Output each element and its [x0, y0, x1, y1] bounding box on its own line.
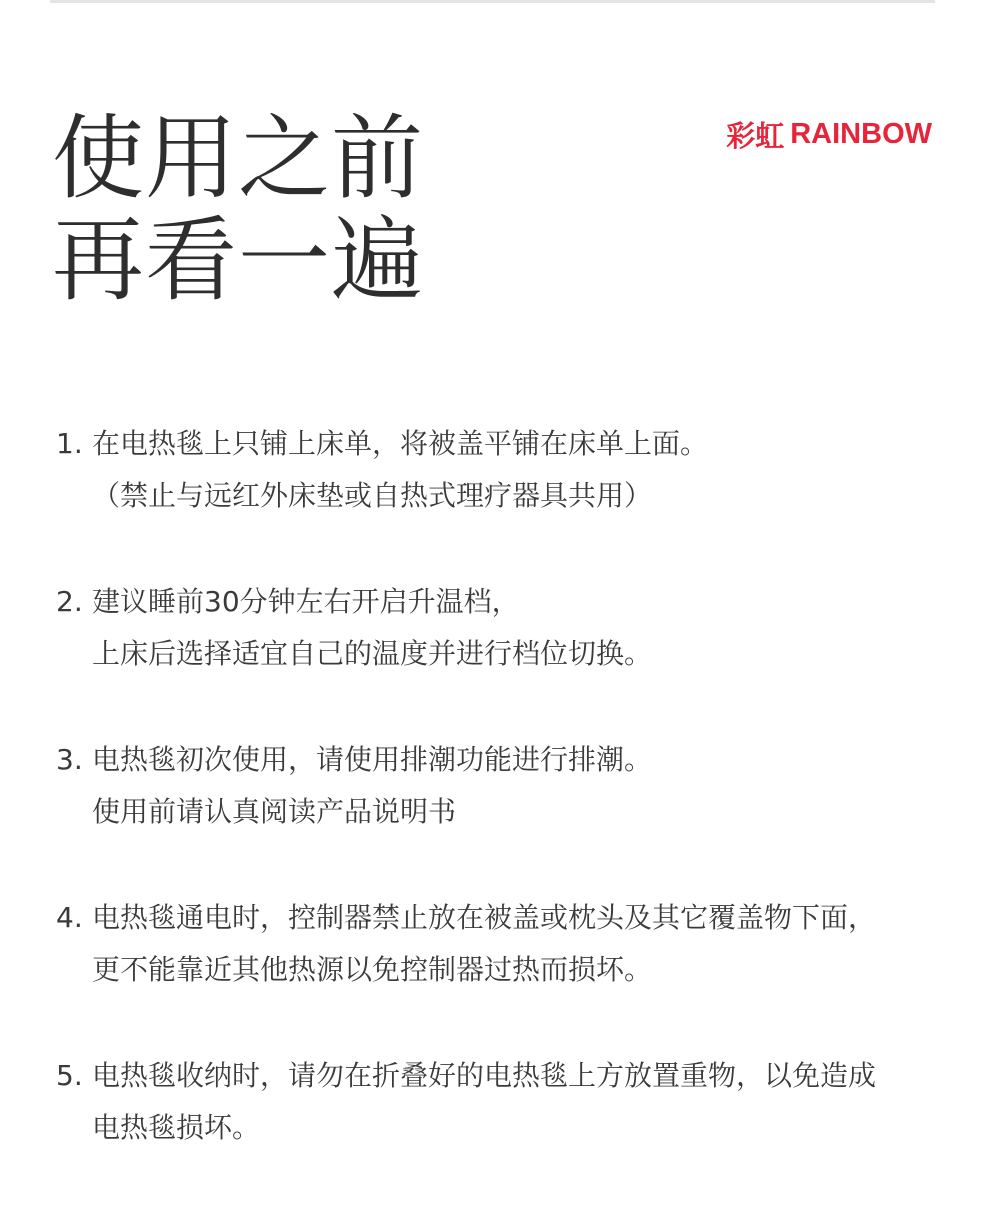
brand-name-cn: 彩虹 — [726, 119, 785, 153]
notice-number: 3. — [56, 743, 83, 776]
notice-line: 更不能靠近其他热源以免控制器过热而损坏。 — [92, 953, 653, 986]
notice-item-4 — [56, 892, 936, 1050]
notice-text — [92, 892, 876, 996]
brand-logo — [726, 114, 932, 155]
notice-text — [92, 1050, 876, 1154]
notice-line: 使用前请认真阅读产品说明书 — [92, 795, 457, 828]
top-divider — [50, 0, 935, 3]
page-title — [52, 105, 425, 314]
notice-item-2 — [56, 576, 936, 734]
notice-text — [92, 576, 652, 680]
notice-number: 2. — [56, 585, 83, 618]
notice-line: 上床后选择适宜自己的温度并进行档位切换。 — [92, 637, 653, 670]
notice-line: 电热毯通电时，控制器禁止放在被盖或枕头及其它覆盖物下面， — [92, 901, 877, 934]
brand-name-en: RAINBOW — [790, 118, 932, 150]
notice-line: 电热毯损坏。 — [92, 1111, 261, 1144]
notice-line: （禁止与远红外床垫或自热式理疗器具共用） — [92, 479, 653, 512]
notice-text — [92, 418, 708, 522]
notice-line: 电热毯初次使用，请使用排潮功能进行排潮。 — [92, 743, 653, 776]
page-title-line1: 使用之前 — [52, 105, 425, 212]
notice-number: 4. — [56, 901, 83, 934]
notice-list — [56, 418, 936, 1208]
notice-line: 建议睡前30分钟左右开启升温档， — [92, 585, 520, 618]
notice-line: 在电热毯上只铺上床单，将被盖平铺在床单上面。 — [92, 427, 709, 460]
notice-number: 1. — [56, 427, 83, 460]
notice-number: 5. — [56, 1059, 83, 1092]
notice-item-1 — [56, 418, 936, 576]
page-title-line2: 再看一遍 — [52, 207, 425, 314]
notice-item-5 — [56, 1050, 936, 1208]
notice-item-3 — [56, 734, 936, 892]
notice-line: 电热毯收纳时，请勿在折叠好的电热毯上方放置重物，以免造成 — [92, 1059, 877, 1092]
notice-text — [92, 734, 652, 838]
